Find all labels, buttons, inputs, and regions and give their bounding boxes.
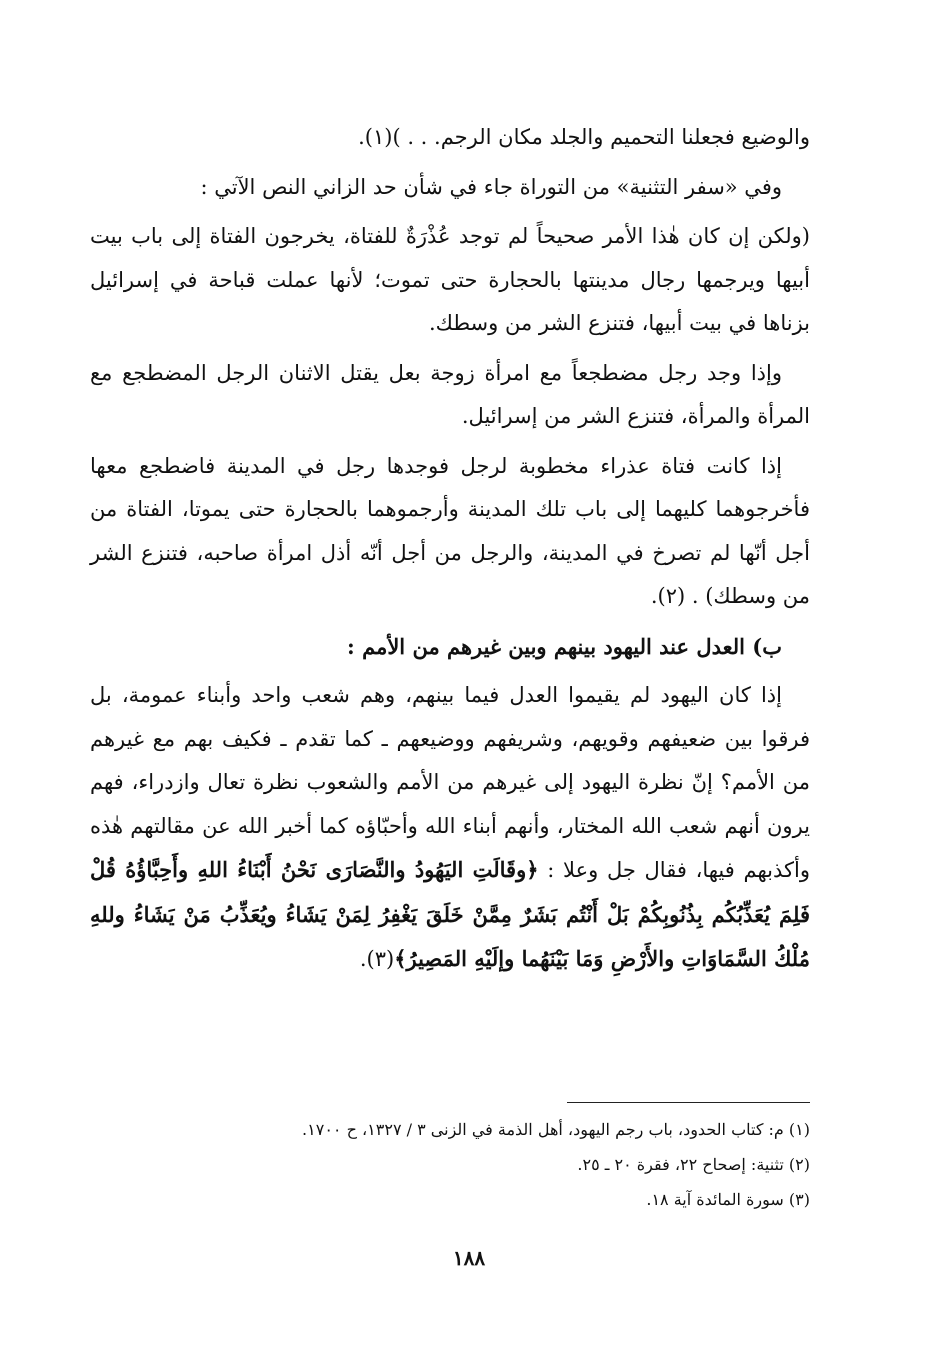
main-text — [90, 116, 810, 982]
paragraph-quote-1: (ولكن إن كان هٰذا الأمر صحيحاً لم توجد عُذْرَةٌ للفتاة، يخرجون الفتاة إلى باب بيت أبيها ويرجمها رجال مدينتها بالحجارة حتى تموت؛ لأنها عملت قباحة في إسرائيل بزناها في بيت أبيها، فتنزع الشر من وسطك. — [90, 224, 810, 335]
footnote-1: (١) م: كتاب الحدود، باب رجم اليهود، أهل الذمة في الزنى ٣ / ١٣٢٧، ح ١٧٠٠. — [302, 1120, 810, 1139]
quran-verse: ﴿وقَالَتِ اليَهُودُ والنَّصَارَى نَحْنُ أَبْنَاءُ اللهِ وأَحِبَّاؤُهُ قُلْ فَلِمَ يُعَذِّبُكُم بِذُنُوبِكُمْ بَلْ أَنْتُم بَشَرٌ مِمَّنْ خَلَقَ يَغْفِرُ لِمَنْ يَشَاءُ ويُعَذِّبُ مَنْ يَشَاءُ وللهِ مُلْكُ السَّمَاوَاتِ والأَرْضِ وَمَا بَيْنَهُما وإلَيْهِ المَصِيرُ﴾ — [90, 857, 810, 971]
page-number: ١٨٨ — [452, 1246, 486, 1270]
footnote-2: (٢) تثنية: إصحاح ٢٢، فقرة ٢٠ ـ ٢٥. — [577, 1155, 810, 1174]
paragraph-deuteronomy-intro: وفي «سفر التثنية» من التوراة جاء في شأن حد الزاني النص الآتي : — [200, 174, 782, 199]
paragraph-justice-text: إذا كان اليهود لم يقيموا العدل فيما بينهم، وهم شعب واحد وأبناء عمومة، بل فرقوا بين ضعيفهم وقويهم، وشريفهم ووضيعهم ـ كما تقدم ـ فكيف بهم مع غيرهم من الأمم؟ إنّ نظرة اليهود إلى غيرهم من الأمم والشعوب نظرة تعال وازدراء، فهم يرون أنهم شعب الله المختار، وأنهم أبناء الله وأحبّاؤه كما أخبر الله عن مقالتهم هٰذه وأكذبهم فيها، فقال جل وعلا : — [90, 683, 811, 882]
paragraph-continuation: والوضيع فجعلنا التحميم والجلد مكان الرجم. . . )(١). — [358, 125, 810, 149]
paragraph-quote-2: وإذا وجد رجل مضطجعاً مع امرأة زوجة بعل يقتل الاثنان الرجل المضطجع مع المرأة والمرأة، فتنزع الشر من إسرائيل. — [90, 360, 810, 428]
footnote-ref-3: (٣). — [359, 947, 395, 971]
footnotes — [90, 1112, 810, 1217]
section-heading: ب) العدل عند اليهود بينهم وبين غيرهم من الأمم : — [347, 633, 782, 659]
footnote-3: (٣) سورة المائدة آية ١٨. — [646, 1190, 810, 1209]
footnote-separator — [567, 1102, 810, 1103]
paragraph-justice — [90, 674, 810, 982]
paragraph-quote-3: إذا كانت فتاة عذراء مخطوبة لرجل فوجدها رجل في المدينة فاضطجع معها فأخرجوهما كليهما إلى باب تلك المدينة وأرجموهما بالحجارة حتى يموتا، الفتاة من أجل أنّها لم تصرخ في المدينة، والرجل من أجل أنّه أذل امرأة صاحبه، فتنزع الشر من وسطك) . (٢). — [90, 453, 810, 608]
